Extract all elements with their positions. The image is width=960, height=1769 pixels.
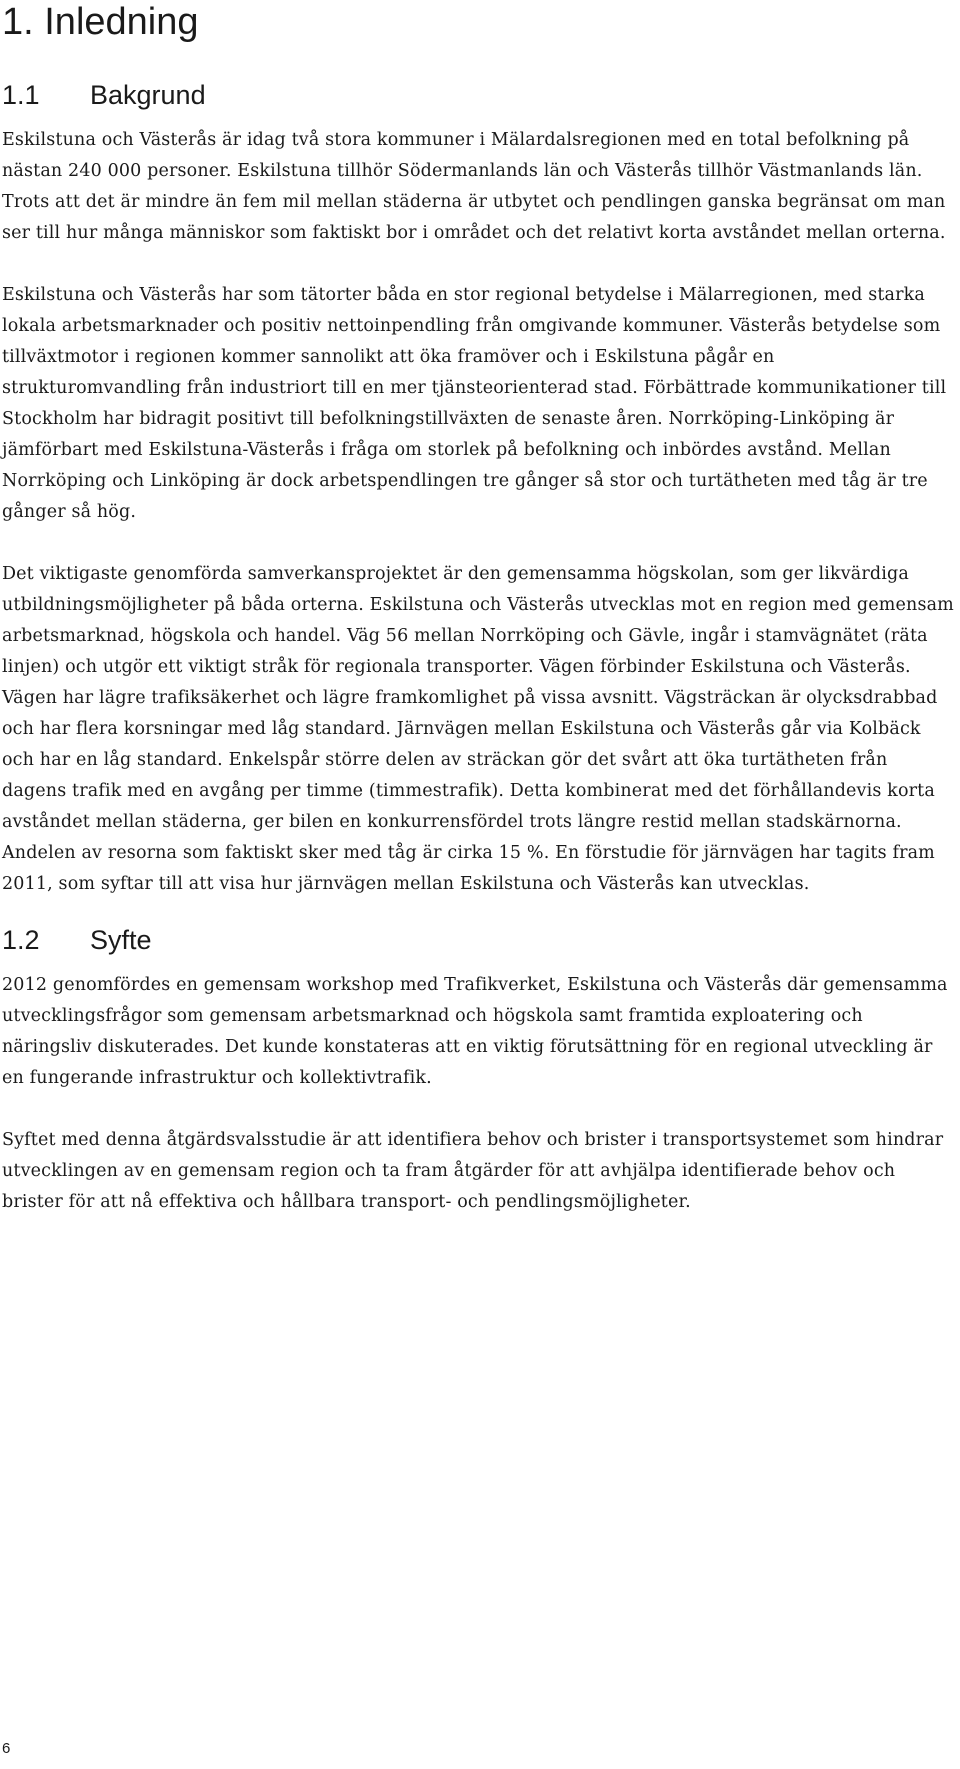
section-heading xyxy=(2,924,954,956)
paragraph: Syftet med denna åtgärdsvalsstudie är att identifiera behov och brister i transportsystemet som hindrar utvecklingen av en gemensam region och ta fram åtgärder för att avhjälpa identifierade behov och brister för att nå effektiva och hållbara transport- och pendlingsmöjligheter. xyxy=(2,1130,944,1212)
paragraph: Eskilstuna och Västerås är idag två stora kommuner i Mälardalsregionen med en total befolkning på nästan 240 000 personer. Eskilstuna tillhör Södermanlands län och Västerås tillhör Västmanlands län. Trots att det är mindre än fem mil mellan städerna är utbytet och pendlingen ganska begränsat om man ser till hur många människor som faktiskt bor i området och det relativt korta avståndet mellan orterna. xyxy=(2,130,946,243)
paragraph: Eskilstuna och Västerås har som tätorter båda en stor regional betydelse i Mälarregionen, med starka lokala arbetsmarknader och positiv nettoinpendling från omgivande kommuner. Västerås betydelse som tillväxtmotor i regionen kommer sannolikt att öka framöver och i Eskilstuna pågår en strukturomvandling från industriort till en mer tjänsteorienterad stad. Förbättrade kommunikationer till Stockholm har bidragit positivt till befolkningstillväxten de senaste åren. Norrköping-Linköping är jämförbart med Eskilstuna-Västerås i fråga om storlek på befolkning och inbördes avstånd. Mellan Norrköping och Linköping är dock arbetspendlingen tre gånger så stor och turtätheten med tåg är tre gånger så hög. xyxy=(2,285,947,522)
paragraph: 2012 genomfördes en gemensam workshop med Trafikverket, Eskilstuna och Västerås där gemensamma utvecklingsfrågor som gemensam arbetsmarknad och högskola samt framtida exploatering och näringsliv diskuterades. Det kunde konstateras att en viktig förutsättning för en regional utveckling är en fungerande infrastruktur och kollektivtrafik. xyxy=(2,975,948,1088)
section-title: Syfte xyxy=(90,925,152,955)
section-syfte xyxy=(2,924,954,1218)
section-heading xyxy=(2,79,954,111)
chapter-title: 1. Inledning xyxy=(2,1,199,43)
section-title: Bakgrund xyxy=(90,80,206,110)
page-number: 6 xyxy=(2,1740,11,1757)
section-number: 1.1 xyxy=(2,80,40,110)
section-bakgrund xyxy=(2,79,954,900)
section-number: 1.2 xyxy=(2,925,40,955)
paragraph: Det viktigaste genomförda samverkansprojektet är den gemensamma högskolan, som ger likvärdiga utbildningsmöjligheter på båda orterna. Eskilstuna och Västerås utvecklas mot en region med gemensam arbetsmarknad, högskola och handel. Väg 56 mellan Norrköping och Gävle, ingår i stamvägnätet (räta linjen) och utgör ett viktigt stråk för regionala transporter. Vägen förbinder Eskilstuna och Västerås. Vägen har lägre trafiksäkerhet och lägre framkomlighet på vissa avsnitt. Vägsträckan är olycksdrabbad och har flera korsningar med låg standard. Järnvägen mellan Eskilstuna och Västerås går via Kolbäck och har en låg standard. Enkelspår större delen av sträckan gör det svårt att öka turtätheten från dagens trafik med en avgång per timme (timmestrafik). Detta kombinerat med det förhållandevis korta avståndet mellan städerna, ger bilen en konkurrensfördel trots längre restid mellan stadskärnorna. Andelen av resorna som faktiskt sker med tåg är cirka 15 %. En förstudie för järnvägen har tagits fram 2011, som syftar till att visa hur järnvägen mellan Eskilstuna och Västerås kan utvecklas. xyxy=(2,564,954,894)
